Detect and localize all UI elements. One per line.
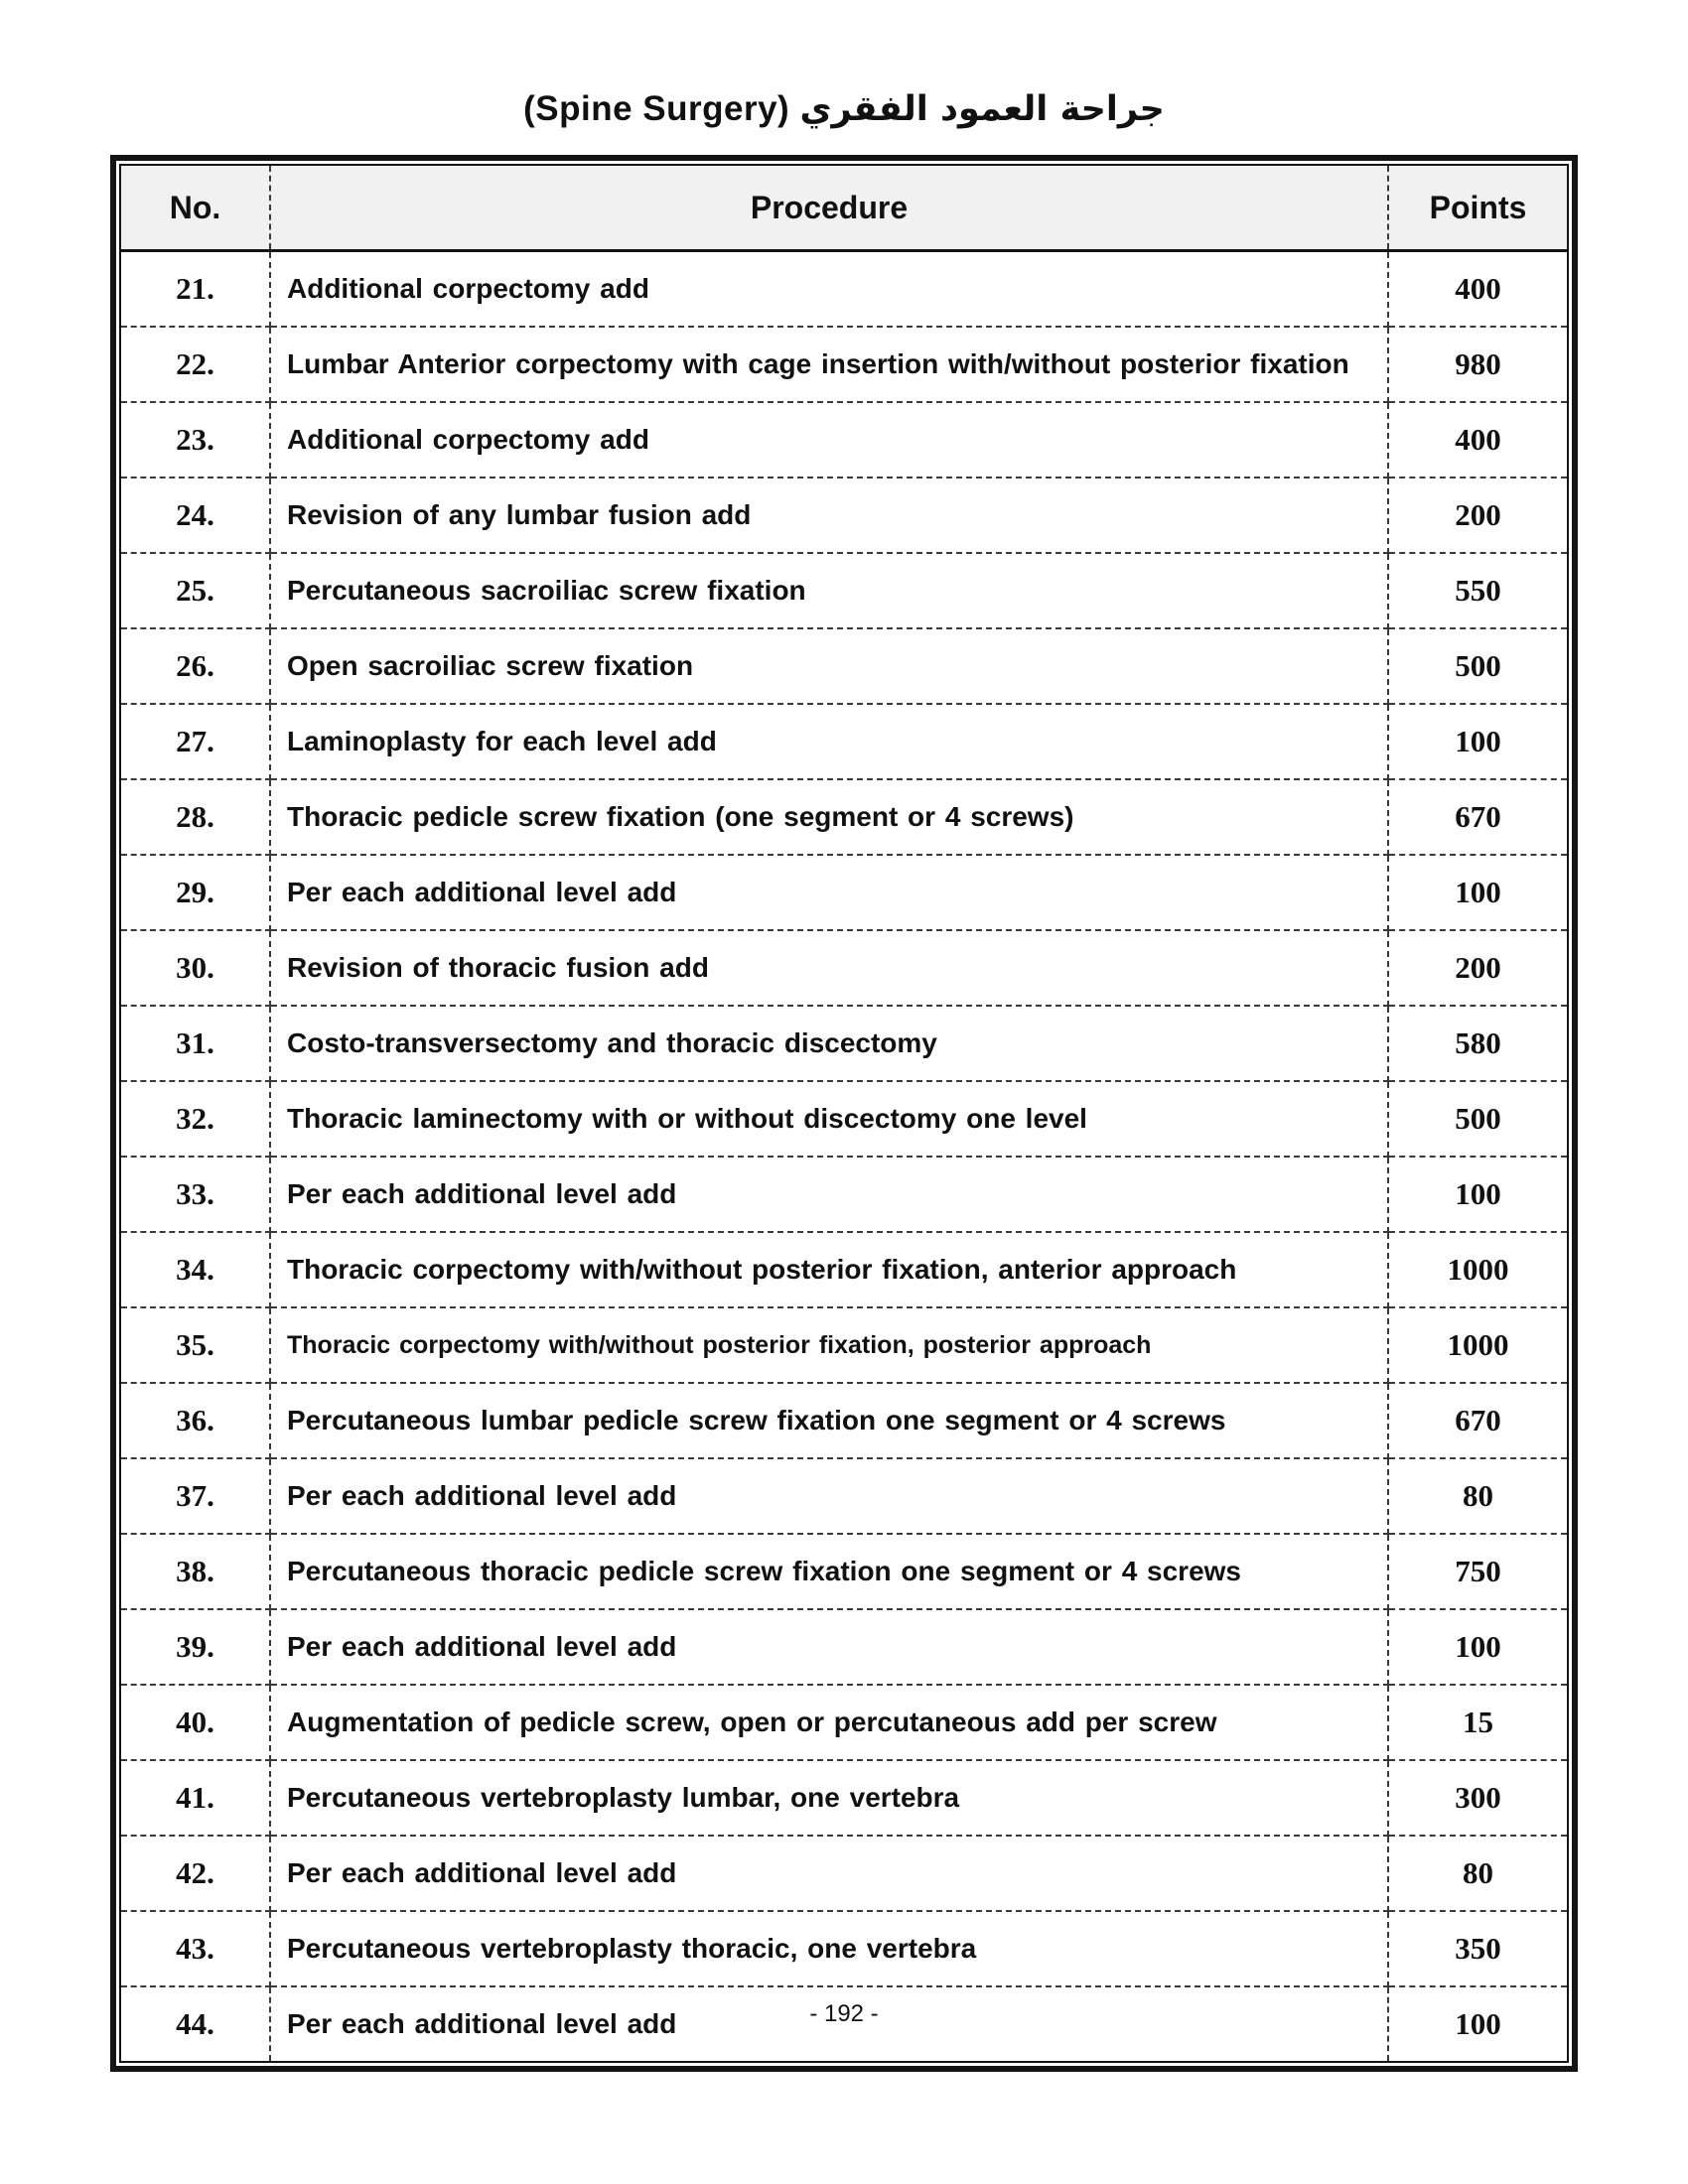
row-procedure-cell: Per each additional level add (270, 1458, 1388, 1534)
table-row (121, 402, 1567, 478)
column-header-points: Points (1388, 166, 1567, 251)
table-row (121, 1307, 1567, 1383)
table-row (121, 855, 1567, 930)
row-procedure-cell: Revision of any lumbar fusion add (270, 478, 1388, 553)
row-procedure-cell: Per each additional level add (270, 1986, 1388, 2061)
row-procedure-cell: Thoracic corpectomy with/without posterior fixation, posterior approach (270, 1307, 1388, 1383)
row-number-cell: 26. (121, 628, 270, 704)
row-procedure-cell: Percutaneous lumbar pedicle screw fixation one segment or 4 screws (270, 1383, 1388, 1458)
row-number-cell: 43. (121, 1911, 270, 1986)
table-row (121, 1760, 1567, 1836)
page-title-english: (Spine Surgery) (523, 89, 790, 128)
row-procedure-cell: Percutaneous vertebroplasty thoracic, one vertebra (270, 1911, 1388, 1986)
page-number: - 192 - (809, 2000, 879, 2027)
row-points-cell: 1000 (1388, 1232, 1567, 1307)
table-row (121, 1458, 1567, 1534)
row-points-cell: 400 (1388, 402, 1567, 478)
row-procedure-cell: Augmentation of pedicle screw, open or percutaneous add per screw (270, 1685, 1388, 1760)
row-points-cell: 550 (1388, 553, 1567, 628)
table-row (121, 1534, 1567, 1609)
row-procedure-cell: Thoracic laminectomy with or without discectomy one level (270, 1081, 1388, 1157)
row-number-cell: 24. (121, 478, 270, 553)
row-number-cell: 23. (121, 402, 270, 478)
row-procedure-cell: Percutaneous sacroiliac screw fixation (270, 553, 1388, 628)
row-procedure-cell: Per each additional level add (270, 1836, 1388, 1911)
row-number-cell: 25. (121, 553, 270, 628)
table-row (121, 1609, 1567, 1685)
page-title-arabic: جراحة العمود الفقري (799, 89, 1165, 129)
table-row (121, 628, 1567, 704)
row-points-cell: 500 (1388, 1081, 1567, 1157)
row-points-cell: 400 (1388, 251, 1567, 328)
row-points-cell: 200 (1388, 930, 1567, 1006)
row-procedure-cell: Additional corpectomy add (270, 251, 1388, 328)
row-number-cell: 42. (121, 1836, 270, 1911)
table-row (121, 1685, 1567, 1760)
row-points-cell: 15 (1388, 1685, 1567, 1760)
row-procedure-cell: Per each additional level add (270, 855, 1388, 930)
spine-surgery-table-inner-border (119, 164, 1569, 2063)
row-procedure-cell: Thoracic corpectomy with/without posterior fixation, anterior approach (270, 1232, 1388, 1307)
row-number-cell: 29. (121, 855, 270, 930)
row-number-cell: 21. (121, 251, 270, 328)
row-number-cell: 22. (121, 327, 270, 402)
table-header-row (121, 166, 1567, 251)
row-procedure-cell: Laminoplasty for each level add (270, 704, 1388, 779)
table-row (121, 1836, 1567, 1911)
table-row (121, 553, 1567, 628)
row-procedure-cell: Costo-transversectomy and thoracic discectomy (270, 1006, 1388, 1081)
row-points-cell: 1000 (1388, 1307, 1567, 1383)
row-procedure-cell: Additional corpectomy add (270, 402, 1388, 478)
row-points-cell: 100 (1388, 855, 1567, 930)
row-points-cell: 350 (1388, 1911, 1567, 1986)
column-header-no: No. (121, 166, 270, 251)
table-row (121, 1232, 1567, 1307)
row-points-cell: 670 (1388, 779, 1567, 855)
row-points-cell: 80 (1388, 1458, 1567, 1534)
spine-surgery-table (121, 166, 1567, 2061)
table-row (121, 930, 1567, 1006)
row-points-cell: 500 (1388, 628, 1567, 704)
row-number-cell: 37. (121, 1458, 270, 1534)
row-number-cell: 30. (121, 930, 270, 1006)
row-number-cell: 41. (121, 1760, 270, 1836)
row-procedure-cell: Percutaneous thoracic pedicle screw fixation one segment or 4 screws (270, 1534, 1388, 1609)
row-points-cell: 80 (1388, 1836, 1567, 1911)
row-number-cell: 31. (121, 1006, 270, 1081)
table-row (121, 251, 1567, 328)
page-title (0, 0, 1688, 129)
table-row (121, 779, 1567, 855)
row-number-cell: 34. (121, 1232, 270, 1307)
row-procedure-cell: Per each additional level add (270, 1609, 1388, 1685)
row-points-cell: 670 (1388, 1383, 1567, 1458)
row-procedure-cell: Open sacroiliac screw fixation (270, 628, 1388, 704)
row-points-cell: 300 (1388, 1760, 1567, 1836)
row-number-cell: 39. (121, 1609, 270, 1685)
row-points-cell: 100 (1388, 704, 1567, 779)
row-procedure-cell: Lumbar Anterior corpectomy with cage insertion with/without posterior fixation (270, 327, 1388, 402)
row-procedure-cell: Per each additional level add (270, 1157, 1388, 1232)
row-procedure-cell: Revision of thoracic fusion add (270, 930, 1388, 1006)
row-number-cell: 36. (121, 1383, 270, 1458)
row-number-cell: 44. (121, 1986, 270, 2061)
row-points-cell: 750 (1388, 1534, 1567, 1609)
row-points-cell: 200 (1388, 478, 1567, 553)
table-row (121, 478, 1567, 553)
row-procedure-cell: Thoracic pedicle screw fixation (one segment or 4 screws) (270, 779, 1388, 855)
row-points-cell: 580 (1388, 1006, 1567, 1081)
row-points-cell: 100 (1388, 1609, 1567, 1685)
row-number-cell: 35. (121, 1307, 270, 1383)
row-number-cell: 28. (121, 779, 270, 855)
row-procedure-cell: Percutaneous vertebroplasty lumbar, one vertebra (270, 1760, 1388, 1836)
row-number-cell: 40. (121, 1685, 270, 1760)
row-points-cell: 100 (1388, 1157, 1567, 1232)
spine-surgery-table-border (110, 155, 1578, 2072)
table-row (121, 1383, 1567, 1458)
row-number-cell: 32. (121, 1081, 270, 1157)
row-number-cell: 33. (121, 1157, 270, 1232)
table-row (121, 1911, 1567, 1986)
table-row (121, 1157, 1567, 1232)
column-header-procedure: Procedure (270, 166, 1388, 251)
row-points-cell: 980 (1388, 327, 1567, 402)
row-number-cell: 38. (121, 1534, 270, 1609)
table-row (121, 704, 1567, 779)
row-number-cell: 27. (121, 704, 270, 779)
table-row (121, 1081, 1567, 1157)
table-body (121, 251, 1567, 2062)
table-row (121, 327, 1567, 402)
table-row (121, 1006, 1567, 1081)
row-points-cell: 100 (1455, 2006, 1501, 2041)
